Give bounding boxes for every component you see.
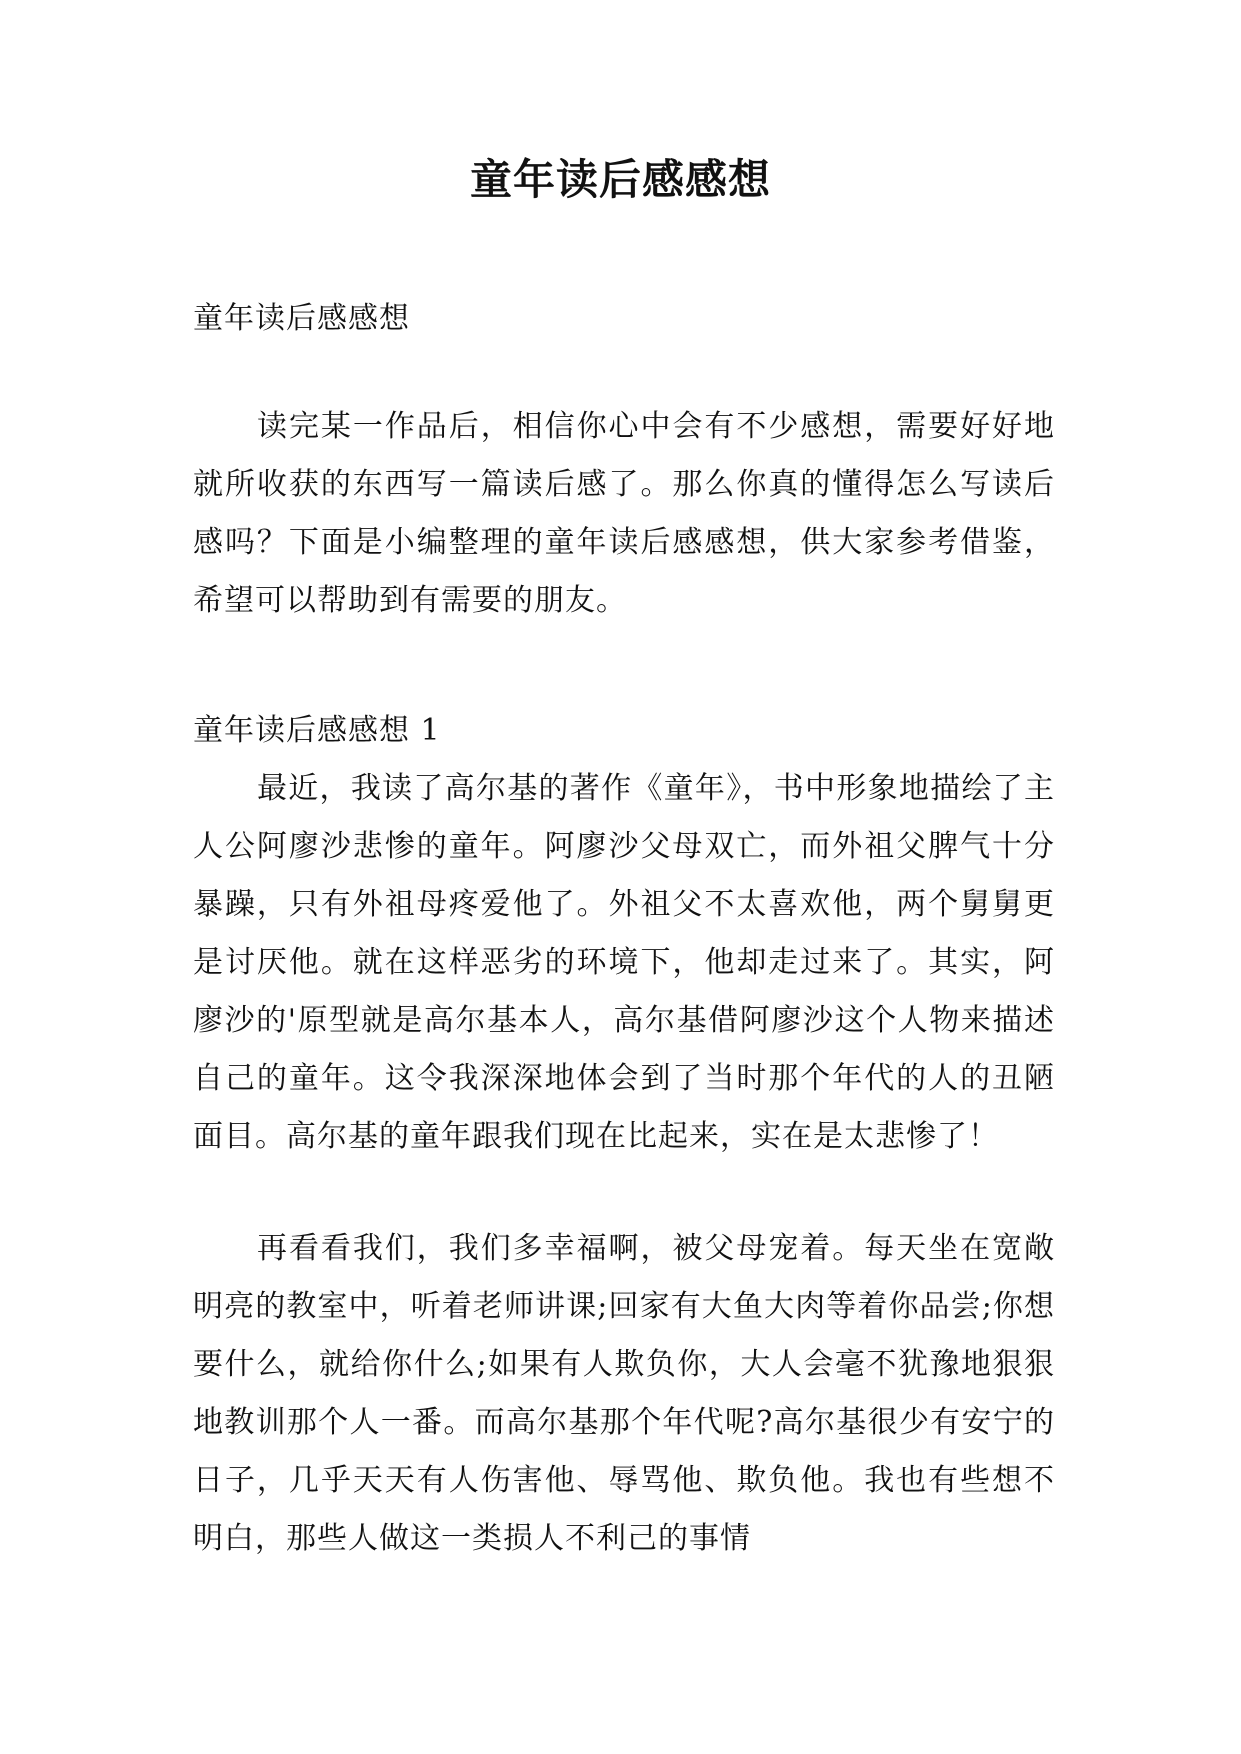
intro-paragraph: 读完某一作品后，相信你心中会有不少感想，需要好好地就所收获的东西写一篇读后感了。那么你真的懂得怎么写读后感吗？下面是小编整理的童年读后感感想，供大家参考借鉴，希望可以帮助到有需要的朋友。	[193, 409, 1055, 618]
document-subtitle: 童年读后感感想	[193, 301, 410, 336]
body-paragraph-1: 最近，我读了高尔基的著作《童年》，书中形象地描绘了主人公阿廖沙悲惨的童年。阿廖沙父母双亡，而外祖父脾气十分暴躁，只有外祖母疼爱他了。外祖父不太喜欢他，两个舅舅更是讨厌他。就在这样恶劣的环境下，他却走过来了。其实，阿廖沙的'原型就是高尔基本人，高尔基借阿廖沙这个人物来描述自己的童年。这令我深深地体会到了当时那个年代的人的丑陋面目。高尔基的童年跟我们现在比起来，实在是太悲惨了！	[193, 771, 1055, 1154]
section-heading: 童年读后感感想 1	[193, 713, 441, 748]
document-title: 童年读后感感想	[469, 155, 771, 204]
body-paragraph-2: 再看看我们，我们多幸福啊，被父母宠着。每天坐在宽敞明亮的教室中，听着老师讲课;回家有大鱼大肉等着你品尝;你想要什么，就给你什么;如果有人欺负你，大人会毫不犹豫地狠狠地教训那个人一番。而高尔基那个年代呢?高尔基很少有安宁的日子，几乎天天有人伤害他、辱骂他、欺负他。我也有些想不明白，那些人做这一类损人不利己的事情	[193, 1231, 1055, 1556]
